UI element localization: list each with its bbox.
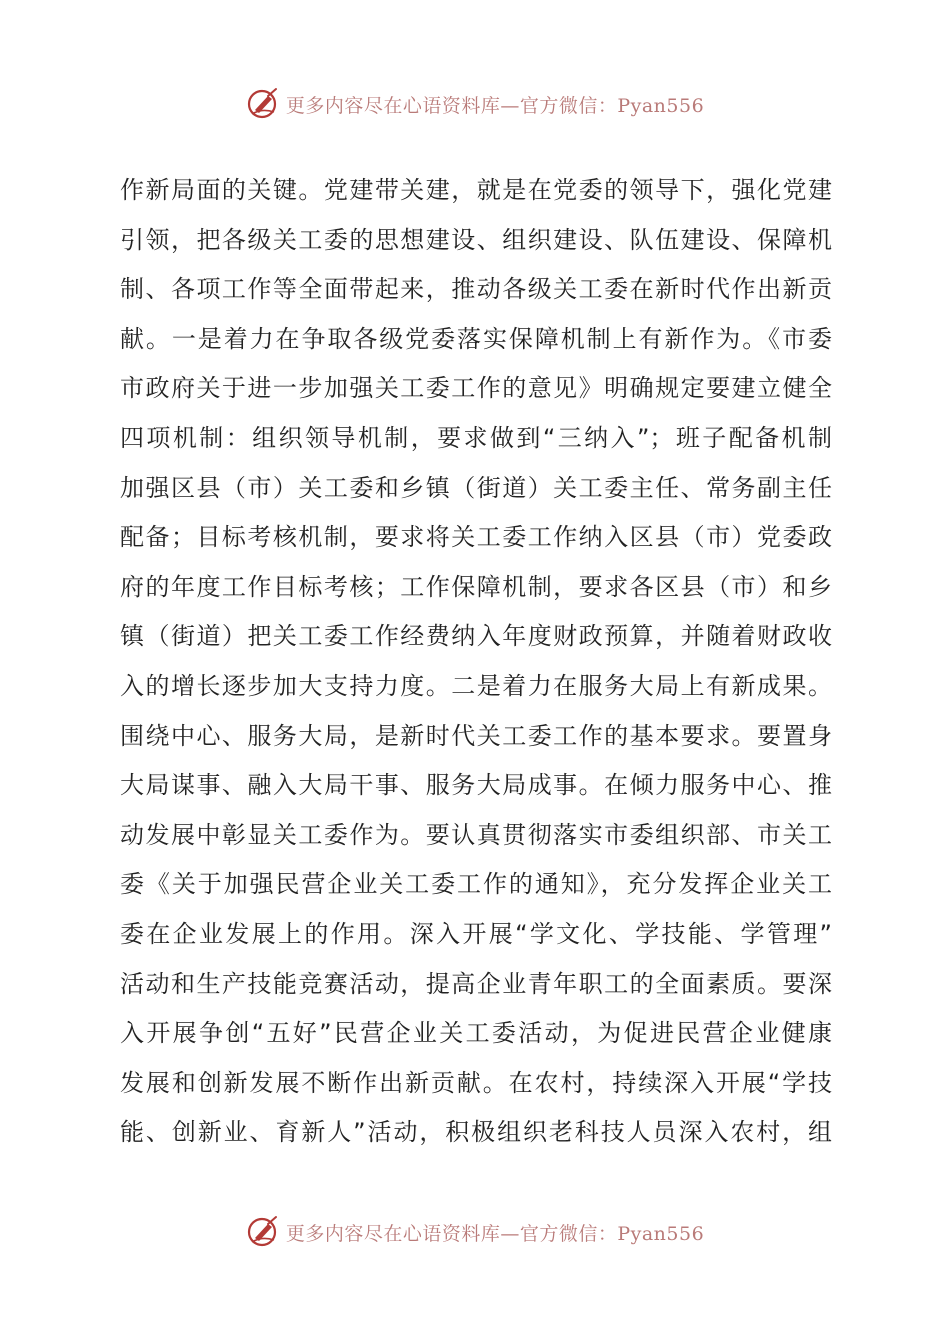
document-body xyxy=(120,166,832,1158)
body-line: 镇（街道）把关工委工作经费纳入年度财政预算，并随着财政收 xyxy=(120,622,832,651)
body-line: 委《关于加强民营企业关工委工作的通知》，充分发挥企业关工 xyxy=(120,870,832,899)
body-line: 活动和生产技能竞赛活动，提高企业青年职工的全面素质。要深 xyxy=(120,969,832,998)
body-line: 围绕中心、服务大局，是新时代关工委工作的基本要求。要置身 xyxy=(120,721,832,750)
body-line: 动发展中彰显关工委作为。要认真贯彻落实市委组织部、市关工 xyxy=(120,820,832,849)
body-line: 委在企业发展上的作用。深入开展“学文化、学技能、学管理” xyxy=(120,919,832,948)
body-line: 四项机制：组织领导机制，要求做到“三纳入”；班子配备机制 xyxy=(120,423,832,452)
body-line: 献。一是着力在争取各级党委落实保障机制上有新作为。《市委 xyxy=(120,324,832,353)
pen-logo-icon xyxy=(246,1214,282,1250)
body-line: 能、创新业、育新人”活动，积极组织老科技人员深入农村，组 xyxy=(120,1118,832,1147)
footer-watermark-text: 更多内容尽在心语资料库—官方微信：Pyan556 xyxy=(285,1222,705,1245)
header-watermark-text: 更多内容尽在心语资料库—官方微信：Pyan556 xyxy=(285,94,705,117)
header-watermark xyxy=(0,84,950,124)
body-line: 入开展争创“五好”民营企业关工委活动，为促进民营企业健康 xyxy=(120,1019,832,1048)
body-line: 制、各项工作等全面带起来，推动各级关工委在新时代作出新贡 xyxy=(120,275,832,304)
footer-watermark xyxy=(0,1212,950,1252)
body-line: 引领，把各级关工委的思想建设、组织建设、队伍建设、保障机 xyxy=(120,225,832,254)
body-line: 市政府关于进一步加强关工委工作的意见》明确规定要建立健全 xyxy=(120,374,832,403)
body-line: 大局谋事、融入大局干事、服务大局成事。在倾力服务中心、推 xyxy=(120,771,832,800)
body-line: 入的增长逐步加大支持力度。二是着力在服务大局上有新成果。 xyxy=(120,671,832,700)
pen-logo-icon xyxy=(246,86,282,122)
body-line: 发展和创新发展不断作出新贡献。在农村，持续深入开展“学技 xyxy=(120,1068,832,1097)
body-line: 府的年度工作目标考核；工作保障机制，要求各区县（市）和乡 xyxy=(120,572,832,601)
body-line: 配备；目标考核机制，要求将关工委工作纳入区县（市）党委政 xyxy=(120,523,832,552)
body-line: 作新局面的关键。党建带关建，就是在党委的领导下，强化党建 xyxy=(120,176,832,204)
body-line: 加强区县（市）关工委和乡镇（街道）关工委主任、常务副主任 xyxy=(120,473,832,502)
